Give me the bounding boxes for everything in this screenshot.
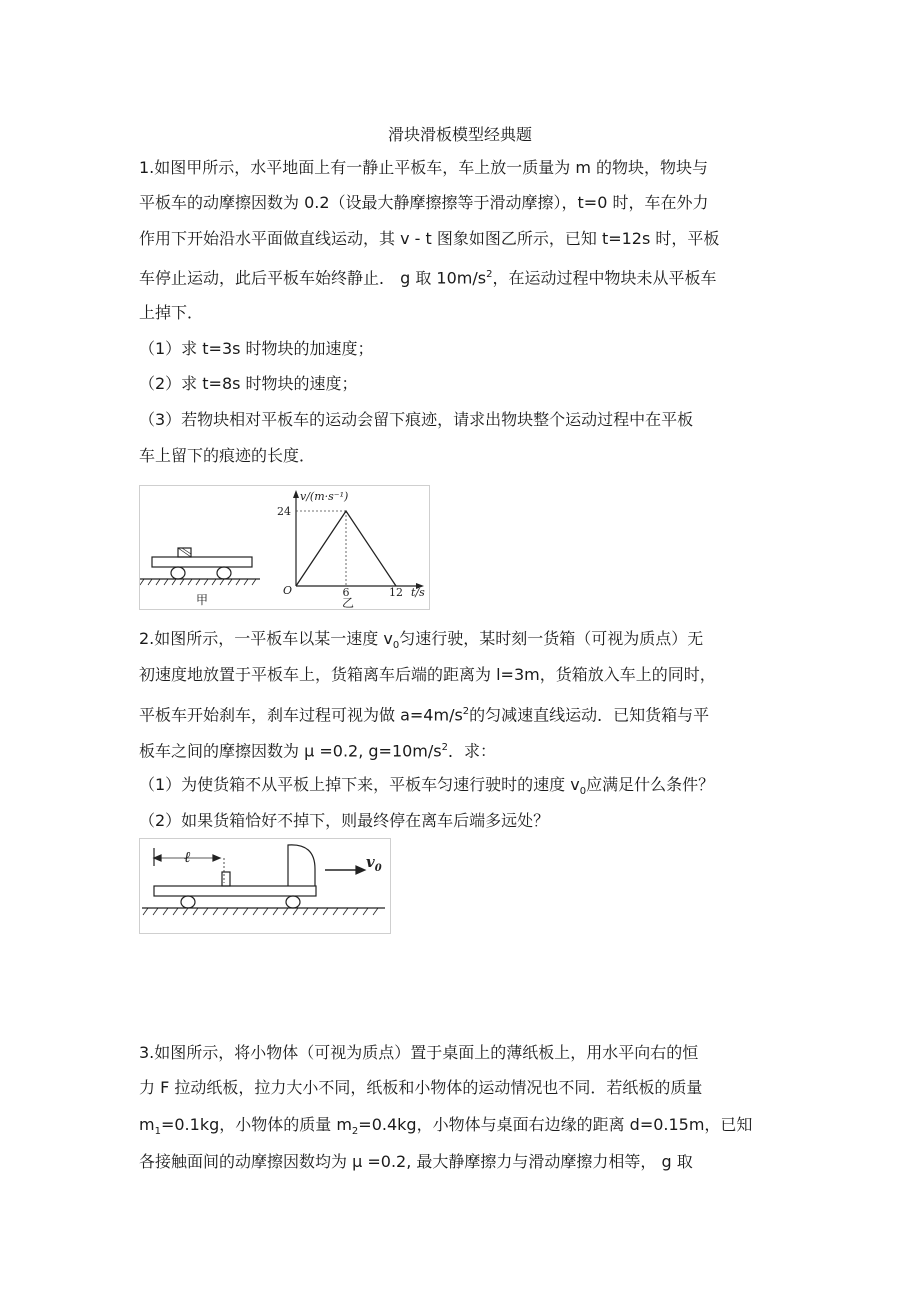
truck-wheel-left — [181, 896, 195, 908]
tick-label-t-end: 12 — [389, 586, 403, 599]
label-v0-sub: 0 — [374, 863, 382, 874]
q1-line-4 — [139, 264, 716, 289]
label-l: ℓ — [184, 848, 191, 866]
q1-sub-2: （2）求 t=8s 时物块的速度； — [139, 374, 358, 393]
q1-line-3: 作用下开始沿水平面做直线运动，其 v - t 图象如图乙所示，已知 t=12s 时，平板 — [139, 229, 720, 248]
label-jia: 甲 — [196, 593, 209, 607]
label-yi: 乙 — [342, 596, 355, 609]
q2-line-4-sup: 2 — [441, 742, 448, 753]
q2-sub-1-pre: （1）为使货箱不从平板上掉下来，平板车匀速行驶时的速度 v — [139, 775, 580, 794]
vt-graph — [277, 490, 425, 599]
dim-arrow-right-icon — [213, 855, 220, 861]
q2-sub-2: （2）如果货箱恰好不掉下，则最终停在离车后端多远处？ — [139, 811, 550, 830]
q3-line-3 — [139, 1114, 752, 1143]
q3-line-3-a: m — [139, 1115, 155, 1134]
q1-sub-3: （3）若物块相对平板车的运动会留下痕迹，请求出物块整个运动过程中在平板 — [139, 410, 694, 429]
cart-wheel-right — [217, 567, 231, 579]
q1-figure — [139, 485, 430, 610]
q2-line-3 — [139, 701, 709, 726]
q3-line-3-b: =0.1kg，小物体的质量 m — [160, 1115, 352, 1134]
q3-line-1: 3.如图所示，将小物体（可视为质点）置于桌面上的薄纸板上，用水平向右的恒 — [139, 1043, 699, 1062]
dim-arrow-left-icon — [154, 855, 161, 861]
q2-line-2: 初速度地放置于平板车上，货箱离车后端的距离为 l=3m，货箱放入车上的同时， — [139, 665, 716, 684]
q2-line-3-post: 的匀减速直线运动．已知货箱与平 — [469, 705, 710, 725]
q1-line-1: 1.如图甲所示，水平地面上有一静止平板车，车上放一质量为 m 的物块，物块与 — [139, 158, 709, 177]
q2-figure — [139, 838, 391, 934]
box-icon — [222, 872, 230, 886]
q2-sub-1 — [139, 774, 714, 803]
cart-wheel-left — [171, 567, 185, 579]
q2-line-1-sub: 0 — [392, 640, 400, 652]
q2-sub-1-post: 应满足什么条件？ — [586, 775, 715, 794]
q2-sub-1-sub: 0 — [579, 786, 587, 798]
q1-line-4-post: ，在运动过程中物块未从平板车 — [492, 268, 717, 288]
x-axis-label: t/s — [411, 586, 425, 599]
q1-sub-1: （1）求 t=3s 时物块的加速度； — [139, 339, 374, 358]
velocity-arrow-head-icon — [356, 866, 365, 874]
q3-line-4: 各接触面间的动摩擦因数均为 μ =0.2, 最大静摩擦力与滑动摩擦力相等， g 取 — [139, 1152, 693, 1171]
q1-figure-svg — [140, 486, 429, 609]
y-axis-label: v/(m·s⁻¹) — [300, 490, 349, 503]
label-v0-main: v — [366, 853, 375, 871]
label-v0 — [366, 853, 382, 874]
q2-line-1 — [139, 628, 703, 657]
tick-label-v-peak: 24 — [277, 505, 291, 518]
q3-line-3-a-sub: 1 — [154, 1126, 161, 1138]
origin-label: O — [283, 584, 293, 597]
q2-line-4-pre: 板车之间的摩擦因数为 μ =0.2, g=10m/s — [139, 741, 442, 761]
q3-line-3-c: =0.4kg，小物体与桌面右边缘的距离 d=0.15m，已知 — [358, 1115, 753, 1134]
truck-cab — [288, 845, 315, 886]
q2-line-3-pre: 平板车开始刹车，刹车过程可视为做 a=4m/s — [139, 705, 463, 725]
truck-bed — [154, 886, 316, 896]
q1-line-4-sup: 2 — [486, 269, 493, 280]
q2-line-3-sup: 2 — [462, 706, 470, 717]
y-axis-arrow-icon — [293, 490, 299, 498]
truck-wheel-right — [286, 896, 300, 908]
q2-figure-svg — [140, 839, 390, 933]
cart-board — [152, 557, 252, 567]
q1-line-4-pre: 车停止运动，此后平板车始终静止． g 取 10m/s — [139, 268, 487, 288]
cart-diagram — [140, 548, 260, 585]
q2-line-1-post: 匀速行驶，某时刻一货箱（可视为质点）无 — [399, 629, 704, 648]
page-title: 滑块滑板模型经典题 — [387, 125, 532, 144]
q2-line-4 — [139, 737, 496, 762]
q2-line-1-pre: 2.如图所示，一平板车以某一速度 v — [139, 629, 393, 648]
tick-label-t-peak: 6 — [342, 586, 350, 599]
q1-line-5: 上掉下． — [139, 303, 204, 322]
q3-line-3-b-sub: 2 — [351, 1126, 359, 1138]
q3-line-2: 力 F 拉动纸板，拉力大小不同，纸板和小物体的运动情况也不同．若纸板的质量 — [139, 1078, 703, 1097]
q2-line-4-post: ．求： — [448, 741, 497, 761]
q1-sub-3-cont: 车上留下的痕迹的长度． — [139, 446, 316, 465]
q1-line-2: 平板车的动摩擦因数为 0.2（设最大静摩擦擦等于滑动摩擦），t=0 时，车在外力 — [139, 193, 709, 212]
